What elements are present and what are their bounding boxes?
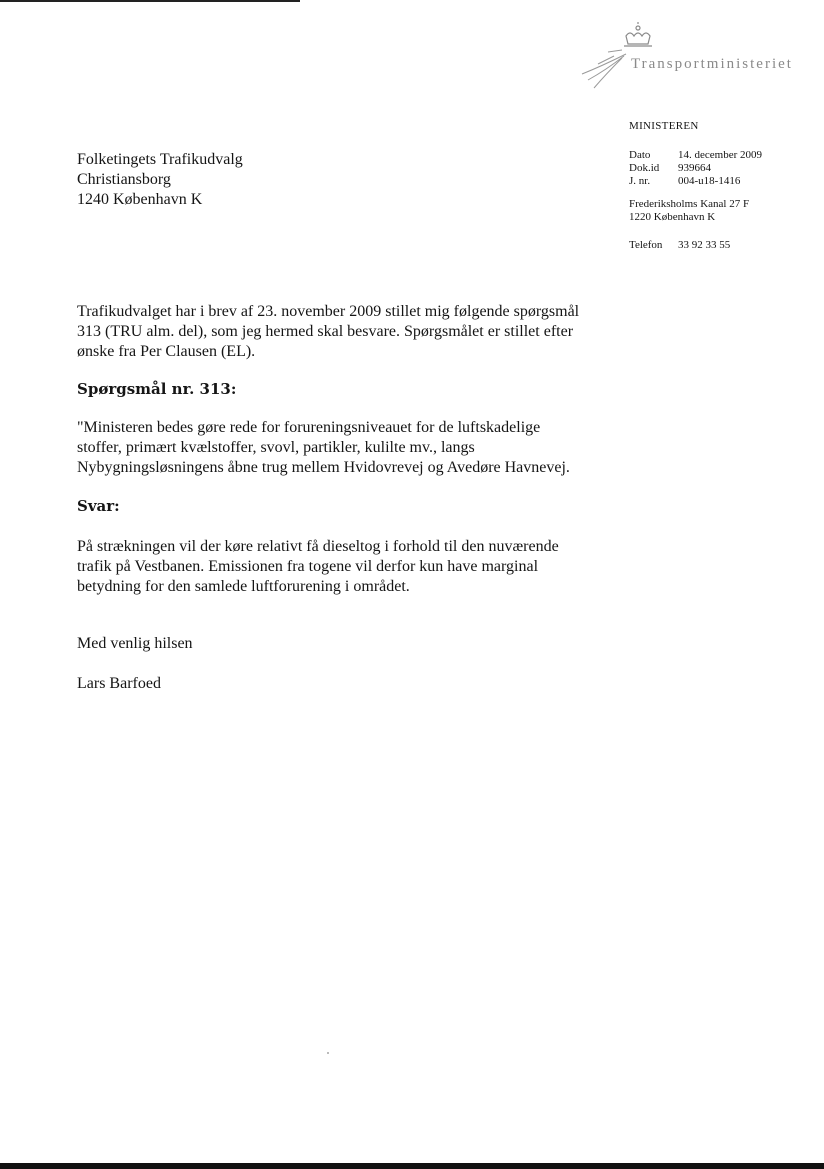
meta-value: 004-u18-1416: [678, 175, 741, 187]
meta-value: 939664: [678, 162, 711, 174]
intro-paragraph: [77, 302, 579, 362]
paragraph-line: betydning for den samlede luftforurening i området.: [77, 578, 410, 595]
recipient-line: Christiansborg: [77, 171, 171, 188]
answer-paragraph: [77, 537, 559, 597]
phone-value: 33 92 33 55: [678, 239, 731, 251]
paragraph-line: 313 (TRU alm. del), som jeg hermed skal besvare. Spørgsmålet er stillet efter: [77, 323, 574, 340]
department-title: MINISTEREN: [629, 120, 699, 132]
recipient-address: [77, 150, 243, 210]
meta-value: 14. december 2009: [678, 149, 762, 161]
meta-date: [629, 149, 762, 162]
meta-label: Dato: [629, 149, 651, 161]
recipient-line: 1240 København K: [77, 191, 203, 208]
paragraph-line: Trafikudvalget har i brev af 23. november 2009 stillet mig følgende spørgsmål: [77, 303, 580, 320]
closing: Med venlig hilsen: [77, 635, 193, 652]
phone-row: [629, 239, 730, 252]
address-line: 1220 København K: [629, 211, 716, 223]
phone-label: Telefon: [629, 239, 663, 251]
meta-journal-no: [629, 175, 740, 188]
paragraph-line: ønske fra Per Clausen (EL).: [77, 343, 256, 360]
paragraph-line: På strækningen vil der køre relativt få dieseltog i forhold til den nuværende: [77, 538, 559, 555]
question-heading: Spørgsmål nr. 313:: [77, 380, 237, 398]
top-rule: [0, 0, 300, 2]
recipient-line: Folketingets Trafikudvalg: [77, 151, 243, 168]
meta-label: J. nr.: [629, 175, 651, 187]
paragraph-line: trafik på Vestbanen. Emissionen fra togene vil derfor kun have marginal: [77, 558, 539, 575]
address-line: Frederiksholms Kanal 27 F: [629, 198, 750, 210]
paragraph-line: stoffer, primært kvælstoffer, svovl, partikler, kulilte mv., langs: [77, 439, 475, 456]
paragraph-line: "Ministeren bedes gøre rede for forureningsniveauet for de luftskadelige: [77, 419, 541, 436]
sender-address: [629, 198, 749, 224]
ministry-logo: [578, 22, 798, 96]
bottom-scan-edge: [0, 1163, 824, 1169]
signature: Lars Barfoed: [77, 675, 161, 692]
scan-speck: [327, 1052, 329, 1054]
meta-label: Dok.id: [629, 162, 660, 174]
meta-doc-id: [629, 162, 711, 175]
paragraph-line: Nybygningsløsningens åbne trug mellem Hvidovrevej og Avedøre Havnevej.: [77, 459, 570, 476]
logo-text: Transportministeriet: [631, 56, 793, 72]
answer-heading: Svar:: [77, 497, 120, 515]
question-paragraph: [77, 418, 570, 478]
